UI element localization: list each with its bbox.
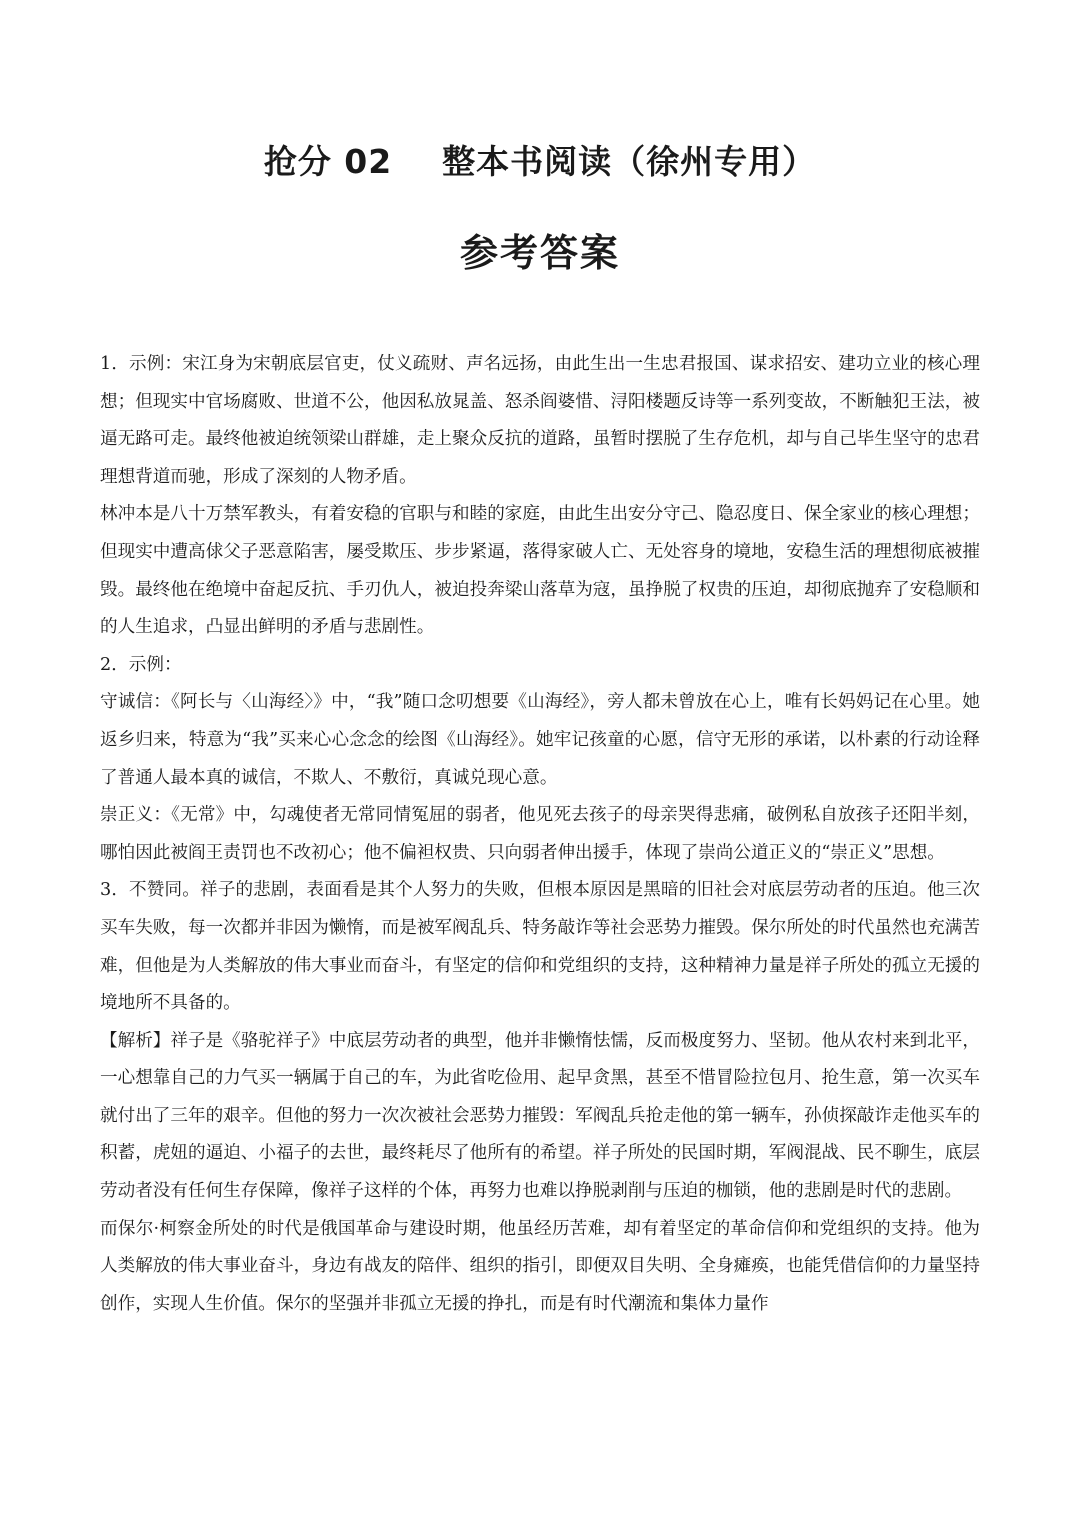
analysis-paragraph-1: 【解析】祥子是《骆驼祥子》中底层劳动者的典型，他并非懒惰怯懦，反而极度努力、坚韧。他从农村来到北平，一心想靠自己的力气买一辆属于自己的车，为此省吃俭用、起早贪黑，甚至不惜冒险拉包月、抢生意，第一次买车就付出了三年的艰辛。但他的努力一次次被社会恶势力摧毁：军阀乱兵抢走他的第一辆车，孙侦探敲诈走他买车的积蓄，虎妞的逼迫、小福子的去世，最终耗尽了他所有的希望。祥子所处的民国时期，军阀混战、民不聊生，底层劳动者没有任何生存保障，像祥子这样的个体，再努力也难以挣脱剥削与压迫的枷锁，他的悲剧是时代的悲剧。 <box>100 1030 980 1202</box>
answer-1-paragraph-2: 林冲本是八十万禁军教头，有着安稳的官职与和睦的家庭，由此生出安分守己、隐忍度日、保全家业的核心理想；但现实中遭高俅父子恶意陷害，屡受欺压、步步紧逼，落得家破人亡、无处容身的境地，安稳生活的理想彻底被摧毁。最终他在绝境中奋起反抗、手刃仇人，被迫投奔梁山落草为寇，虽挣脱了权贵的压迫，却彻底抛弃了安稳顺和的人生追求，凸显出鲜明的矛盾与悲剧性。 <box>100 504 980 638</box>
answer-3-paragraph: 3．不赞同。祥子的悲剧，表面看是其个人努力的失败，但根本原因是黑暗的旧社会对底层劳动者的压迫。他三次买车失败，每一次都并非因为懒惰，而是被军阀乱兵、特务敲诈等社会恶势力摧毁。保尔所处的时代虽然也充满苦难，但他是为人类解放的伟大事业而奋斗，有坚定的信仰和党组织的支持，这种精神力量是祥子所处的孤立无援的境地所不具备的。 <box>100 880 980 1014</box>
page-subtitle: 参考答案 <box>459 231 620 275</box>
answer-2-paragraph-1: 守诚信：《阿长与〈山海经〉》中，“我”随口念叨想要《山海经》，旁人都未曾放在心上，唯有长妈妈记在心里。她返乡归来，特意为“我”买来心心念念的绘图《山海经》。她牢记孩童的心愿，信守无形的承诺，以朴素的行动诠释了普通人最本真的诚信，不欺人、不敷衍，真诚兑现心意。 <box>100 692 980 788</box>
analysis-paragraph-2: 而保尔·柯察金所处的时代是俄国革命与建设时期，他虽经历苦难，却有着坚定的革命信仰和党组织的支持。他为人类解放的伟大事业奋斗，身边有战友的陪伴、组织的指引，即便双目失明、全身瘫痪，也能凭借信仰的力量坚持创作，实现人生价值。保尔的坚强并非孤立无援的挣扎，而是有时代潮流和集体力量作 <box>100 1218 980 1314</box>
answer-1-paragraph-1: 1．示例：宋江身为宋朝底层官吏，仗义疏财、声名远扬，由此生出一生忠君报国、谋求招安、建功立业的核心理想；但现实中官场腐败、世道不公，他因私放晁盖、怒杀阎婆惜、浔阳楼题反诗等一系列变故，不断触犯王法，被逼无路可走。最终他被迫统领梁山群雄，走上聚众反抗的道路，虽暂时摆脱了生存危机，却与自己毕生坚守的忠君理想背道而驰，形成了深刻的人物矛盾。 <box>100 354 980 487</box>
page-title: 抢分 02 整本书阅读（徐州专用） <box>263 142 817 181</box>
answer-content <box>100 346 980 1323</box>
answer-2-heading: 2．示例： <box>100 654 182 675</box>
answer-2-paragraph-2: 崇正义：《无常》中，勾魂使者无常同情冤屈的弱者，他见死去孩子的母亲哭得悲痛，破例私自放孩子还阳半刻，哪怕因此被阎王责罚也不改初心；他不偏袒权贵、只向弱者伸出援手，体现了崇尚公道正义的“崇正义”思想。 <box>100 805 980 863</box>
